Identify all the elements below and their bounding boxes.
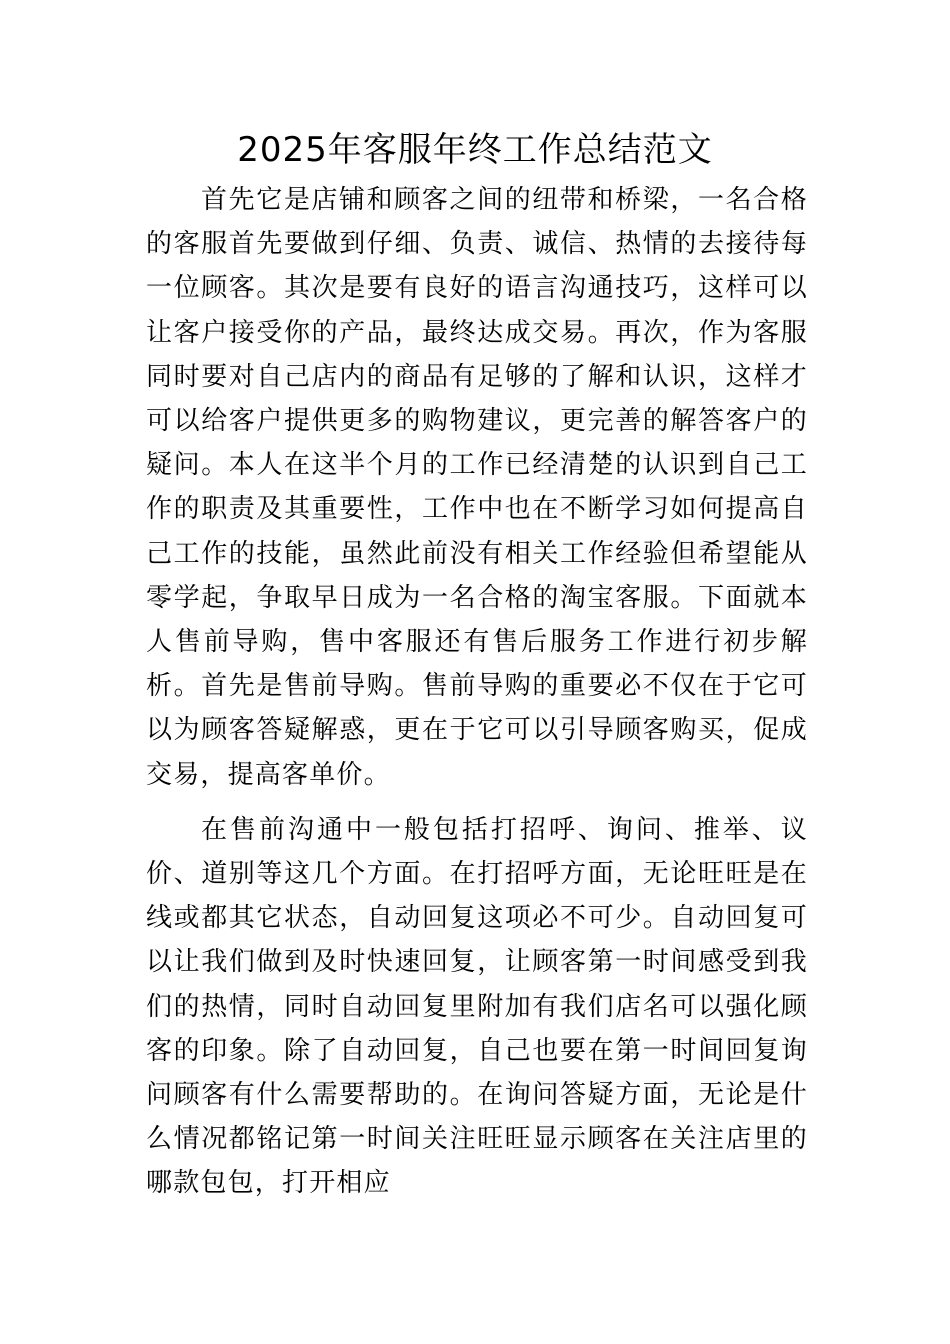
document-body xyxy=(146,178,808,1206)
paragraph: 在售前沟通中一般包括打招呼、询问、推举、议价、道别等这几个方面。在打招呼方面，无论旺旺是在线或都其它状态，自动回复这项必不可少。自动回复可以让我们做到及时快速回复，让顾客第一时间感受到我们的热情，同时自动回复里附加有我们店名可以强化顾客的印象。除了自动回复，自己也要在第一时间回复询问顾客有什么需要帮助的。在询问答疑方面，无论是什么情况都铭记第一时间关注旺旺显示顾客在关注店里的哪款包包，打开相应 xyxy=(146,814,808,1199)
document-title: 2025年客服年终工作总结范文 xyxy=(237,130,713,170)
paragraph: 首先它是店铺和顾客之间的纽带和桥梁，一名合格的客服首先要做到仔细、负责、诚信、热情的去接待每一位顾客。其次是要有良好的语言沟通技巧，这样可以让客户接受你的产品，最终达成交易。再次，作为客服同时要对自己店内的商品有足够的了解和认识，这样才可以给客户提供更多的购物建议，更完善的解答客户的疑问。本人在这半个月的工作已经清楚的认识到自己工作的职责及其重要性，工作中也在不断学习如何提高自己工作的技能，虽然此前没有相关工作经验但希望能从零学起，争取早日成为一名合格的淘宝客服。下面就本人售前导购，售中客服还有售后服务工作进行初步解析。首先是售前导购。售前导购的重要必不仅在于它可以为顾客答疑解惑，更在于它可以引导顾客购买，促成交易，提高客单价。 xyxy=(146,185,808,790)
